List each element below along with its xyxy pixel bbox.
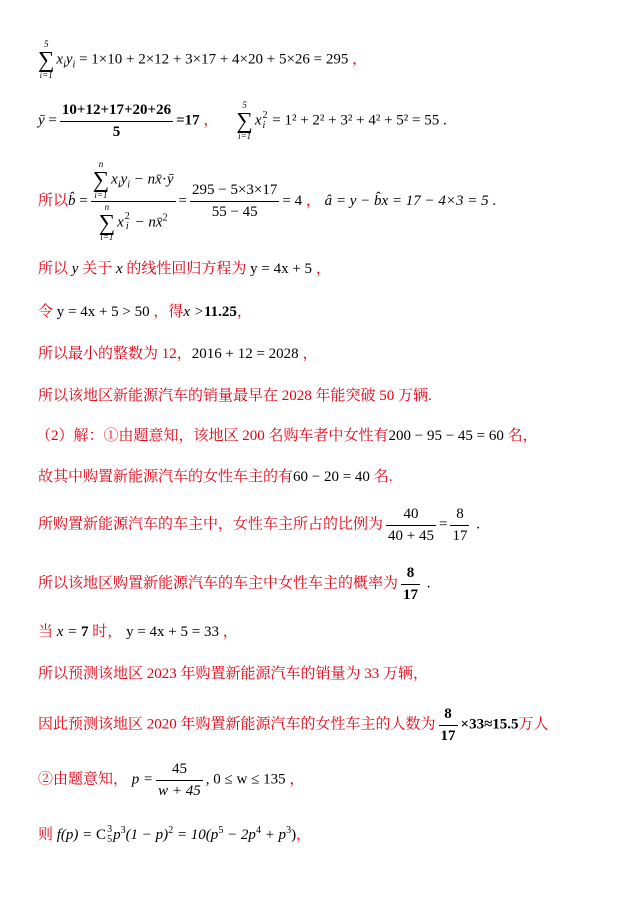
subscript: i [72, 59, 76, 71]
text-segment: （2）解：①由题意知，该地区 200 名购车者中女性有 [36, 428, 389, 445]
squares-expression: = 1² + 2² + 3² + 4² + 5² = 55 [272, 112, 440, 129]
punctuation: ， [222, 624, 238, 641]
punctuation: ， [236, 304, 252, 321]
fraction-slope-formula [91, 160, 176, 243]
fraction-p [156, 760, 203, 801]
superscript: 2 [262, 109, 268, 121]
sum-upper-limit: n [104, 201, 110, 212]
sigma-symbol: ∑ [98, 209, 116, 235]
line-female-forecast-content [38, 705, 549, 746]
fraction-probability [439, 705, 458, 746]
superscript: 2 [162, 211, 168, 223]
text-segment: 时， [92, 624, 123, 641]
text-segment: 因此预测该地区 2020 年购置新能源汽车的女性车主的人数为 [38, 716, 436, 733]
text-segment: 所以最小的整数为 12， [38, 346, 192, 363]
text-segment: 所以 [38, 261, 69, 278]
text-segment: 所购置新能源汽车的车主中，女性车主所占的比例为 [38, 516, 384, 533]
closing-paren: ) [291, 826, 297, 843]
text-segment: 故其中购置新能源汽车的女性车主的有 [38, 469, 294, 486]
fraction-numerator: 10+12+17+20+26 [61, 101, 172, 118]
variable-x: x [56, 51, 64, 68]
x-value: 7 [81, 624, 89, 641]
inequality-x: x > [183, 304, 204, 321]
fraction-denominator: 17 [439, 725, 458, 746]
subscript: 5 [107, 834, 113, 845]
sum-lower-limit: i=1 [94, 189, 108, 200]
line-f-of-p [38, 820, 311, 850]
p-equals: p = [131, 771, 154, 788]
sigma-symbol: ∑ [236, 108, 253, 134]
line-part-2 [36, 422, 538, 452]
line-prediction [38, 618, 238, 648]
text-segment: 当 [38, 624, 54, 641]
subscript: i [262, 120, 266, 131]
fraction-probability [401, 564, 420, 605]
fraction-denominator: 5 [60, 121, 173, 142]
fraction-denominator: 17 [450, 525, 469, 546]
sigma-symbol: ∑ [92, 166, 110, 192]
regression-equation: y = 4x + 5 [250, 261, 313, 278]
fraction-numerator: 8 [406, 564, 415, 581]
line-regression-equation-content [38, 260, 331, 280]
text-segment: 名. [373, 469, 393, 486]
fraction-numerator [91, 160, 176, 201]
subscript: i [117, 179, 121, 191]
sum-lower-limit: i=1 [100, 232, 114, 243]
sum-upper-limit: n [98, 158, 104, 169]
equals-sign: = [438, 516, 448, 533]
summation [93, 160, 109, 200]
punctuation: ， [302, 346, 318, 363]
sub-superscript [107, 825, 112, 846]
summation [99, 203, 115, 243]
line-means [38, 101, 447, 141]
fraction-numerator: 40 [403, 505, 419, 522]
punctuation: ， [352, 51, 368, 68]
subscript: i [127, 179, 131, 191]
line-sales-forecast [38, 660, 428, 690]
line-female-forecast [38, 705, 549, 745]
variable-x: x [115, 261, 123, 278]
superscript: 3 [120, 824, 126, 836]
line-min-integer [38, 340, 317, 370]
inequality-value: 11.25 [203, 304, 237, 321]
domain-condition: , 0 ≤ w ≤ 135 [205, 771, 286, 788]
fraction-numerator: 8 [444, 705, 452, 722]
text-segment: 所以 [38, 192, 69, 209]
summation [38, 40, 54, 80]
text-segment: 关于 [82, 261, 113, 278]
punctuation: ， [203, 112, 219, 129]
line-probability [38, 564, 431, 604]
superscript: 5 [218, 824, 224, 836]
period: . [476, 516, 480, 533]
variable-y: y [65, 51, 73, 68]
superscript: 2 [124, 210, 130, 222]
sigma-symbol: ∑ [38, 47, 55, 73]
inequality-expression: y = 4x + 5 > 50 [56, 304, 150, 321]
expansion-part: = 10(p [173, 826, 219, 843]
fraction-denominator: w + 45 [156, 780, 203, 801]
line-proportion-content [38, 505, 480, 546]
factor: (1 − p) [125, 826, 169, 843]
count-expression: 60 − 20 = 40 [293, 469, 370, 486]
minus-n: − n [134, 213, 156, 230]
punctuation: ， [296, 826, 312, 843]
sub-superscript [263, 111, 268, 132]
superscript: 2 [168, 824, 174, 836]
combination-symbol: C [96, 826, 107, 843]
line-slope-content [38, 160, 496, 243]
line-conclusion-1 [38, 382, 432, 412]
sum-expression: = 1×10 + 2×12 + 3×17 + 4×20 + 5×26 = 295 [79, 51, 349, 68]
line-part-2-content [36, 427, 538, 447]
line-inequality-content [38, 303, 252, 323]
text-segment: 则 [38, 826, 54, 843]
line-female-owners-content [38, 468, 392, 488]
expansion-part: + p [260, 826, 287, 843]
year-expression: 2016 + 12 = 2028 [191, 346, 299, 363]
prediction-expression: y = 4x + 5 = 33 [126, 624, 219, 641]
text-segment: ，得 [153, 304, 184, 321]
minus-n: − n [133, 171, 156, 188]
count-expression: 200 − 95 − 45 = 60 [388, 428, 504, 445]
line-proportion [38, 505, 480, 545]
punctuation: ， [289, 771, 305, 788]
fraction-denominator: 55 − 45 [190, 201, 279, 222]
fraction-numerator: 45 [171, 760, 187, 777]
period: . [426, 575, 431, 592]
fraction-denominator: 17 [401, 584, 420, 605]
x-bar: x̄ [155, 171, 162, 188]
text-segment: 万人 [518, 716, 549, 733]
superscript: 4 [255, 824, 261, 836]
subscript: i [125, 221, 129, 233]
line-sum-xy [38, 40, 367, 80]
x-bar: x̄ [155, 213, 163, 230]
line-probability-content [38, 564, 431, 605]
text-segment: 所以预测该地区 2023 年购置新能源汽车的销量为 33 万辆， [38, 666, 429, 683]
x-assignment: x = [56, 624, 82, 641]
intercept-expression: â = y − b̂x = 17 − 4×3 = 5 [324, 192, 489, 209]
equals-sign: = [48, 112, 57, 129]
superscript: 3 [107, 823, 113, 835]
fraction-numerator: 8 [456, 505, 464, 522]
superscript: 3 [286, 824, 292, 836]
period: . [492, 192, 497, 209]
line-f-of-p-content [38, 825, 311, 846]
line-slope [38, 158, 497, 243]
subscript: i [63, 59, 66, 71]
text-segment: 令 [38, 304, 54, 321]
text-segment: 的线性回归方程为 [126, 261, 247, 278]
variable-y: y [120, 171, 128, 188]
mean-result: =17 [176, 112, 200, 129]
sub-superscript [125, 212, 130, 233]
fraction-denominator: 40 + 45 [386, 525, 436, 546]
estimate-expression: ×33≈15.5 [460, 716, 519, 733]
summation [236, 101, 252, 141]
variable-y: y [71, 261, 79, 278]
y-bar: ȳ [166, 171, 174, 188]
line-min-integer-content [38, 345, 317, 365]
y-bar: ȳ [38, 112, 45, 129]
variable-x: x [254, 112, 262, 129]
equals-sign: = [178, 192, 187, 209]
dot-operator: · [161, 171, 167, 188]
line-conclusion-1-content [38, 387, 432, 407]
variable-p: p [113, 826, 121, 843]
line-sales-forecast-content [38, 665, 428, 685]
slope-result: = 4 [282, 192, 303, 209]
variable-x: x [111, 171, 118, 188]
line-sum-xy-content [38, 40, 367, 80]
fraction-denominator [91, 201, 176, 243]
fraction-proportion [386, 505, 436, 546]
fraction-slope-values [190, 181, 279, 222]
sum-upper-limit: 5 [242, 100, 247, 111]
text-segment: 所以该地区购置新能源汽车的车主中女性车主的概率为 [38, 575, 399, 592]
line-p-definition-content [38, 760, 304, 801]
text-segment: 所以该地区新能源汽车的销量最早在 2028 年能突破 50 万辆. [38, 388, 432, 405]
expansion-part: − 2p [223, 826, 256, 843]
text-segment: ②由题意知， [38, 771, 129, 788]
sum-lower-limit: i=1 [39, 69, 53, 80]
line-prediction-content [38, 623, 238, 643]
punctuation: ， [305, 192, 321, 209]
line-female-owners [38, 463, 392, 493]
line-regression-equation [38, 255, 331, 285]
text-segment: 名， [507, 428, 538, 445]
fraction-simplified [450, 505, 469, 546]
line-inequality [38, 298, 252, 328]
equals-sign: = [79, 192, 88, 209]
b-hat: b̂ [68, 192, 76, 209]
line-p-definition [38, 760, 304, 800]
punctuation: ， [315, 261, 331, 278]
sum-upper-limit: 5 [43, 39, 49, 50]
period: . [443, 112, 447, 129]
fraction-mean-y [60, 101, 173, 142]
variable-x: x [117, 213, 124, 230]
sum-lower-limit: i=1 [238, 130, 252, 141]
line-means-content [38, 101, 447, 142]
fraction-numerator: 295 − 5×3×17 [191, 181, 278, 198]
function-lhs: f(p) = [56, 826, 97, 843]
